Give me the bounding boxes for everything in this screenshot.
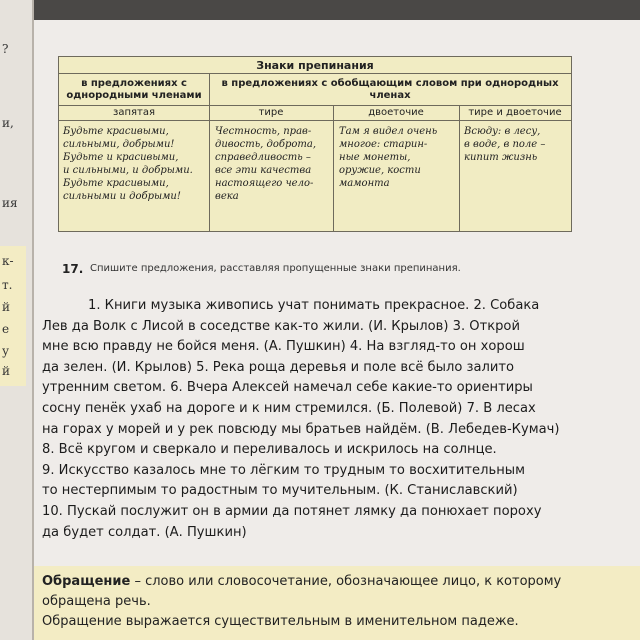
example-line: сильными, добрыми! (63, 139, 175, 150)
exercise-line: то нестерпимым то радостным то мучительным. (К. Станиславский) (42, 483, 518, 499)
table-rule (209, 73, 210, 231)
cell-comma-examples (63, 125, 209, 203)
example-line: все эти качества (215, 165, 312, 176)
example-line: мамонта (339, 178, 390, 189)
example-line: настоящего чело- (215, 178, 314, 189)
example-line: справедливость – (215, 152, 311, 163)
exercise-line: сосну пенёк ухаб на дороге и к ним стремился. (Б. Полевой) 7. В лесах (42, 400, 536, 416)
exercise-line: да будет солдат. (А. Пушкин) (42, 524, 247, 540)
definition-term: Обращение (42, 574, 131, 589)
table-rule (59, 73, 571, 74)
example-line: Всюду: в лесу, (464, 126, 541, 137)
example-line: сильными и добрыми! (63, 191, 181, 202)
subheader-dash-colon: тире и двоеточие (468, 107, 562, 118)
margin-fragment: к- (2, 254, 14, 268)
page-top-shadow (34, 0, 640, 20)
margin-fragment: е (2, 322, 10, 336)
exercise-line: 8. Всё кругом и сверкало и переливалось и искрилось на солнце. (42, 442, 497, 458)
margin-fragment: т. (2, 278, 13, 292)
example-line: ные монеты, (339, 152, 411, 163)
cell-dash-examples (215, 125, 333, 203)
exercise-line: на горах у морей и у рек повсюду мы братьев найдём. (В. Лебедев-Кумач) (42, 421, 560, 437)
exercise-number: 17. (62, 262, 84, 276)
subheader-dash: тире (258, 107, 284, 118)
table-rule (59, 120, 571, 121)
table-rule (459, 105, 460, 231)
margin-fragment: й (2, 300, 10, 314)
example-line: кипит жизнь (464, 152, 538, 163)
subheader-comma: запятая (113, 107, 155, 118)
margin-fragment: ? (2, 42, 9, 56)
table-rule (333, 105, 334, 231)
exercise-body (42, 296, 594, 543)
example-line: дивость, доброта, (215, 139, 317, 150)
margin-fragment: у (2, 344, 10, 358)
definition-body: – слово или словосочетание, обозначающее лицо, к которому (130, 574, 562, 589)
margin-fragment: и, (2, 116, 14, 130)
definition-line: Обращение выражается существительным в именительном падеже. (42, 614, 519, 629)
example-line: и сильными, и добрыми. (63, 165, 193, 176)
subheader-colon: двоеточие (368, 107, 424, 118)
example-line: Будьте красивыми, (63, 178, 169, 189)
previous-page-edge (0, 0, 34, 640)
margin-fragment: ия (2, 196, 18, 210)
exercise-instruction: Спишите предложения, расставляя пропущенные знаки препинания. (90, 263, 461, 274)
table-rule (59, 105, 571, 106)
exercise-line: 1. Книги музыка живопись учат понимать прекрасное. 2. Собака (88, 298, 540, 313)
example-line: оружие, кости (339, 165, 421, 176)
example-line: Там я видел очень (339, 126, 438, 137)
table-title: Знаки препинания (256, 59, 374, 72)
definition-line: обращена речь. (42, 594, 151, 609)
exercise-line: 9. Искусство казалось мне то лёгким то трудным то восхитительным (42, 462, 525, 478)
exercise-line: Лев да Волк с Лисой в соседстве как-то жили. (И. Крылов) 3. Открой (42, 318, 520, 334)
margin-fragment: й (2, 364, 10, 378)
header-generalizing: в предложениях с обобщающим словом при однородных членах (221, 78, 559, 101)
definition-text (42, 572, 602, 632)
exercise-line: да зелен. (И. Крылов) 5. Река роща деревья и поле всё было залито (42, 359, 515, 375)
example-line: в воде, в поле – (464, 139, 546, 150)
exercise-line: утренним светом. 6. Вчера Алексей намечал себе какие-то ориентиры (42, 380, 533, 396)
example-line: Будьте красивыми, (63, 126, 169, 137)
example-line: Будьте и красивыми, (63, 152, 179, 163)
example-line: века (215, 191, 239, 202)
header-homogeneous: в предложениях с однородными членами (66, 78, 202, 101)
cell-dash-colon-examples (464, 125, 570, 164)
punctuation-table (58, 56, 572, 232)
example-line: многое: старин- (339, 139, 428, 150)
exercise-line: 10. Пускай послужит он в армии да потянет лямку да понюхает пороху (42, 503, 542, 519)
exercise-line: мне всю правду не бойся меня. (А. Пушкин) 4. На взгляд-то он хорош (42, 339, 525, 355)
example-line: Честность, прав- (215, 126, 312, 137)
cell-colon-examples (339, 125, 459, 190)
